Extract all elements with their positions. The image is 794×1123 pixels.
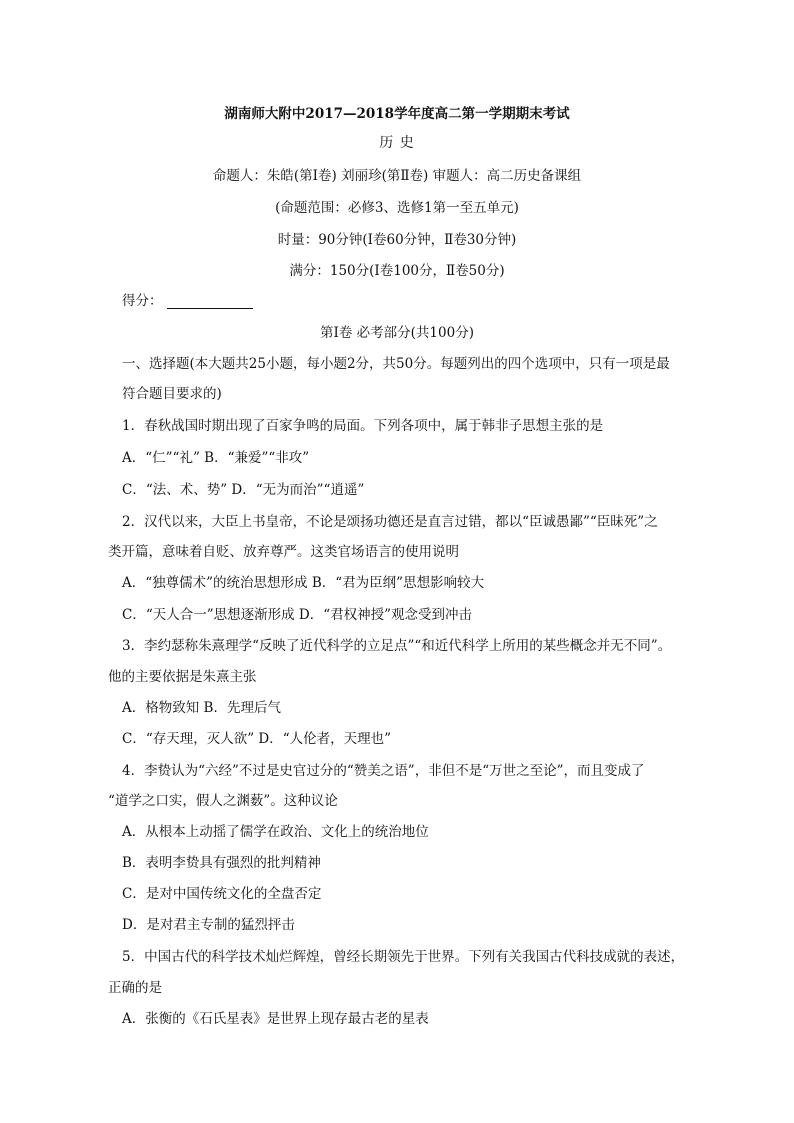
time-line: 时量：90分钟(Ⅰ卷60分钟，Ⅱ卷30分钟) xyxy=(277,232,517,248)
q4-option-a: A．从根本上动摇了儒学在政治、文化上的统治地位 xyxy=(122,824,429,840)
q4-stem-1: 4．李贽认为“六经”不过是史官过分的“赞美之语”，非但不是“万世之至论”，而且变成了 xyxy=(122,763,645,779)
q5-option-a: A．张衡的《石氏星表》是世界上现存最古老的星表 xyxy=(122,1011,429,1027)
q3-options-cd: C．“存天理，灭人欲” D．“人伦者，天理也” xyxy=(122,731,392,747)
score-field xyxy=(122,289,253,309)
q4-option-b: B．表明李贽具有强烈的批判精神 xyxy=(122,855,321,871)
q4-option-c: C．是对中国传统文化的全盘否定 xyxy=(122,886,322,902)
q1-options-cd: C．“法、术、势” D．“无为而治”“逍遥” xyxy=(122,482,365,498)
score-label: 得分： xyxy=(122,293,163,309)
section-title: 第Ⅰ卷 必考部分(共100分) xyxy=(320,325,474,341)
scope-line: (命题范围：必修3、选修1第一至五单元) xyxy=(275,200,519,216)
instruction-line-1: 一、选择题(本大题共25小题，每小题2分，共50分。每题列出的四个选项中，只有一项是最 xyxy=(122,356,670,372)
q1-options-ab: A．“仁”“礼” B．“兼爱”“非攻” xyxy=(122,450,310,466)
q2-stem-2: 类开篇，意味着自贬、放弃尊严。这类官场语言的使用说明 xyxy=(108,544,459,560)
score-line: 满分：150分(Ⅰ卷100分，Ⅱ卷50分) xyxy=(289,263,505,279)
q2-options-cd: C．“天人合一”思想逐渐形成 D．“君权神授”观念受到冲击 xyxy=(122,607,473,623)
q1-stem: 1．春秋战国时期出现了百家争鸣的局面。下列各项中，属于韩非子思想主张的是 xyxy=(122,418,604,434)
q5-stem-1: 5．中国古代的科学技术灿烂辉煌，曾经长期领先于世界。下列有关我国古代科技成就的表述， xyxy=(122,949,685,965)
q3-options-ab: A．格物致知 B．先理后气 xyxy=(122,700,281,716)
instruction-line-2: 符合题目要求的) xyxy=(122,386,222,402)
q5-stem-2: 正确的是 xyxy=(108,980,162,996)
subject-title: 历 史 xyxy=(379,135,415,151)
authors-line: 命题人：朱皓(第Ⅰ卷) 刘丽珍(第Ⅱ卷) 审题人：高二历史备课组 xyxy=(212,168,582,184)
q2-stem-1: 2．汉代以来，大臣上书皇帝，不论是颂扬功德还是直言过错，都以“臣诚愚鄙”“臣昧死”之 xyxy=(122,514,658,530)
q4-option-d: D．是对君主专制的猛烈抨击 xyxy=(122,917,295,933)
q2-options-ab: A．“独尊儒术”的统治思想形成 B．“君为臣纲”思想影响较大 xyxy=(122,575,485,591)
score-blank xyxy=(167,294,253,309)
q3-stem-1: 3．李约瑟称朱熹理学“反映了近代科学的立足点”“和近代科学上所用的某些概念并无不同”。 xyxy=(122,638,672,654)
q4-stem-2: “道学之口实，假人之渊薮”。这种议论 xyxy=(108,793,338,809)
q3-stem-2: 他的主要依据是朱熹主张 xyxy=(108,669,257,685)
exam-title: 湖南师大附中2017—2018学年度高二第一学期期末考试 xyxy=(224,106,570,122)
